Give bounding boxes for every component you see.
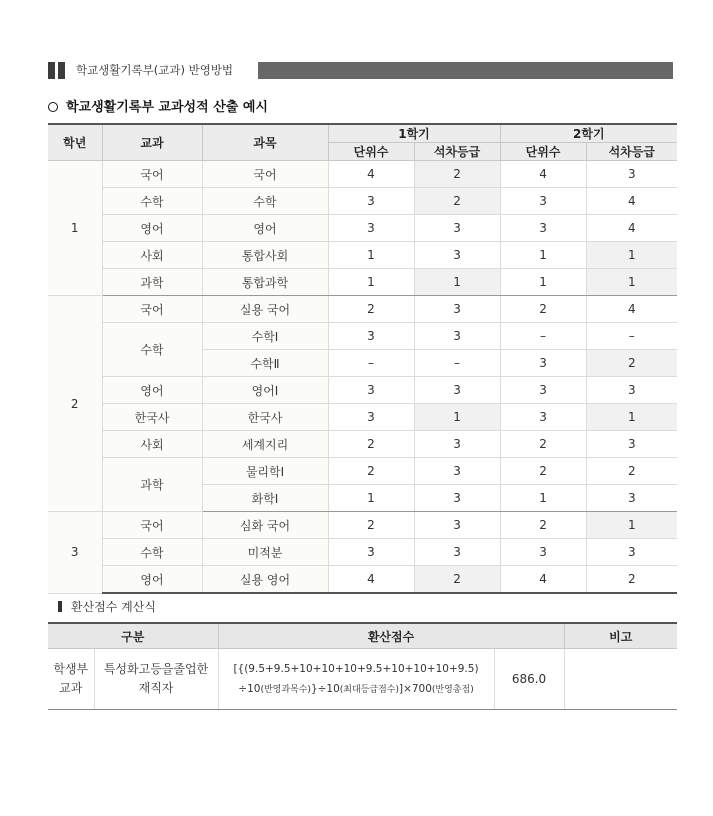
t1-units-cell: 3 xyxy=(328,377,414,404)
t2-units-cell: 3 xyxy=(500,404,586,431)
year-cell: 1 xyxy=(48,161,102,296)
header-term1-grade: 석차등급 xyxy=(414,143,500,161)
subject-cell: 영어 xyxy=(102,215,202,242)
subject-cell: 국어 xyxy=(102,296,202,323)
t2-grade-cell: 2 xyxy=(586,350,677,377)
t1-grade-cell: – xyxy=(414,350,500,377)
t1-units-cell: 3 xyxy=(328,188,414,215)
table-row xyxy=(48,323,677,350)
course-cell: 실용 영어 xyxy=(202,566,328,594)
section-title: 학교생활기록부(교과) 반영방법 xyxy=(76,63,234,77)
t2-units-cell: 1 xyxy=(500,242,586,269)
table-row xyxy=(48,458,677,485)
t1-grade-cell: 3 xyxy=(414,242,500,269)
header-term2-grade: 석차등급 xyxy=(586,143,677,161)
table-row xyxy=(48,377,677,404)
calc-type-line2: 교과 xyxy=(59,681,83,695)
table-row xyxy=(48,215,677,242)
table-subtitle xyxy=(48,99,268,117)
t1-grade-cell: 2 xyxy=(414,161,500,188)
circle-bullet-icon xyxy=(48,102,58,112)
table-row xyxy=(48,188,677,215)
t2-grade-cell: 1 xyxy=(586,512,677,539)
t1-units-cell: 2 xyxy=(328,458,414,485)
subtitle-text: 학교생활기록부 교과성적 산출 예시 xyxy=(66,100,268,115)
t1-units-cell: 4 xyxy=(328,161,414,188)
t1-grade-cell: 2 xyxy=(414,188,500,215)
table-row xyxy=(48,512,677,539)
course-cell: 수학 xyxy=(202,188,328,215)
t1-grade-cell: 1 xyxy=(414,404,500,431)
formula-part: }÷10 xyxy=(310,682,340,695)
table-row xyxy=(48,404,677,431)
t2-units-cell: 1 xyxy=(500,485,586,512)
section-header-bar xyxy=(48,62,673,79)
t1-grade-cell: 1 xyxy=(414,269,500,296)
course-cell: 수학Ⅱ xyxy=(202,350,328,377)
header-term2: 2학기 xyxy=(500,124,677,143)
t2-grade-cell: 2 xyxy=(586,458,677,485)
header-course: 과목 xyxy=(202,124,328,161)
calc-applicant-line1: 특성화고등을졸업한 xyxy=(103,662,209,676)
subject-cell: 수학 xyxy=(102,323,202,377)
subject-cell: 과학 xyxy=(102,269,202,296)
subject-cell: 국어 xyxy=(102,161,202,188)
calc-formula-cell xyxy=(218,649,494,710)
t1-units-cell: 1 xyxy=(328,242,414,269)
grade-table xyxy=(48,123,677,594)
t1-units-cell: – xyxy=(328,350,414,377)
t1-units-cell: 1 xyxy=(328,485,414,512)
t1-grade-cell: 3 xyxy=(414,539,500,566)
t2-grade-cell: 1 xyxy=(586,404,677,431)
t1-units-cell: 3 xyxy=(328,215,414,242)
subject-cell: 수학 xyxy=(102,539,202,566)
t1-units-cell: 3 xyxy=(328,404,414,431)
table-row xyxy=(48,296,677,323)
subject-cell: 수학 xyxy=(102,188,202,215)
t1-grade-cell: 3 xyxy=(414,215,500,242)
calc-type-line1: 학생부 xyxy=(53,662,89,676)
header-subject: 교과 xyxy=(102,124,202,161)
t2-grade-cell: 3 xyxy=(586,377,677,404)
subject-cell: 과학 xyxy=(102,458,202,512)
course-cell: 한국사 xyxy=(202,404,328,431)
t2-grade-cell: 3 xyxy=(586,161,677,188)
t2-units-cell: 2 xyxy=(500,512,586,539)
course-cell: 화학Ⅰ xyxy=(202,485,328,512)
subject-cell: 사회 xyxy=(102,242,202,269)
t2-grade-cell: 3 xyxy=(586,431,677,458)
calc-header-score: 환산점수 xyxy=(218,623,564,649)
t1-units-cell: 2 xyxy=(328,512,414,539)
course-cell: 통합과학 xyxy=(202,269,328,296)
course-cell: 세계지리 xyxy=(202,431,328,458)
t1-units-cell: 3 xyxy=(328,539,414,566)
course-cell: 영어Ⅰ xyxy=(202,377,328,404)
calc-score-cell: 686.0 xyxy=(494,649,564,710)
t2-grade-cell: 3 xyxy=(586,485,677,512)
course-cell: 통합사회 xyxy=(202,242,328,269)
formula-part: ]×700 xyxy=(398,682,432,695)
t2-grade-cell: 4 xyxy=(586,188,677,215)
header-term2-units: 단위수 xyxy=(500,143,586,161)
t1-grade-cell: 3 xyxy=(414,296,500,323)
header-block-icon xyxy=(48,62,55,79)
t2-grade-cell: 4 xyxy=(586,296,677,323)
course-cell: 수학Ⅰ xyxy=(202,323,328,350)
course-cell: 국어 xyxy=(202,161,328,188)
formula-part: ÷10 xyxy=(238,682,261,695)
t2-grade-cell: 1 xyxy=(586,242,677,269)
t1-units-cell: 3 xyxy=(328,323,414,350)
calc-applicant-cell xyxy=(94,649,218,710)
calc-note-cell xyxy=(564,649,677,710)
t2-units-cell: 2 xyxy=(500,458,586,485)
t1-grade-cell: 3 xyxy=(414,377,500,404)
formula-line1: [{(9.5+9.5+10+10+10+9.5+10+10+10+9.5) xyxy=(233,662,479,675)
calc-table xyxy=(48,622,677,710)
t1-grade-cell: 3 xyxy=(414,323,500,350)
t2-units-cell: – xyxy=(500,323,586,350)
t2-units-cell: 3 xyxy=(500,377,586,404)
header-block-icon xyxy=(58,62,65,79)
year-cell: 3 xyxy=(48,512,102,594)
t1-grade-cell: 3 xyxy=(414,458,500,485)
subject-cell: 영어 xyxy=(102,566,202,594)
t2-units-cell: 3 xyxy=(500,188,586,215)
table-row xyxy=(48,649,677,710)
course-cell: 물리학Ⅰ xyxy=(202,458,328,485)
header-year: 학년 xyxy=(48,124,102,161)
t2-units-cell: 2 xyxy=(500,431,586,458)
subject-cell: 국어 xyxy=(102,512,202,539)
t1-units-cell: 4 xyxy=(328,566,414,594)
t2-grade-cell: 1 xyxy=(586,269,677,296)
t1-units-cell: 2 xyxy=(328,431,414,458)
square-bullet-icon xyxy=(58,601,62,612)
t2-grade-cell: 2 xyxy=(586,566,677,594)
table-row xyxy=(48,539,677,566)
header-term1-units: 단위수 xyxy=(328,143,414,161)
t2-units-cell: 2 xyxy=(500,296,586,323)
formula-part: (최대등급점수) xyxy=(339,684,399,695)
t2-units-cell: 1 xyxy=(500,269,586,296)
t2-units-cell: 3 xyxy=(500,215,586,242)
t1-grade-cell: 3 xyxy=(414,512,500,539)
calc-header-note: 비고 xyxy=(564,623,677,649)
subject-cell: 한국사 xyxy=(102,404,202,431)
course-cell: 실용 국어 xyxy=(202,296,328,323)
calc-title-text: 환산점수 계산식 xyxy=(71,600,156,614)
subject-cell: 영어 xyxy=(102,377,202,404)
t2-units-cell: 4 xyxy=(500,161,586,188)
table-row xyxy=(48,269,677,296)
calc-type-cell xyxy=(48,649,94,710)
t1-grade-cell: 3 xyxy=(414,485,500,512)
table-row xyxy=(48,566,677,594)
t2-units-cell: 4 xyxy=(500,566,586,594)
calc-applicant-line2: 재직자 xyxy=(138,681,174,695)
t2-grade-cell: 4 xyxy=(586,215,677,242)
t1-grade-cell: 3 xyxy=(414,431,500,458)
t1-units-cell: 1 xyxy=(328,269,414,296)
t1-grade-cell: 2 xyxy=(414,566,500,594)
year-cell: 2 xyxy=(48,296,102,512)
table-row xyxy=(48,242,677,269)
table-row xyxy=(48,431,677,458)
course-cell: 미적분 xyxy=(202,539,328,566)
t2-units-cell: 3 xyxy=(500,539,586,566)
formula-part: (반영과목수) xyxy=(260,684,311,695)
calc-header-category: 구분 xyxy=(48,623,218,649)
t2-grade-cell: 3 xyxy=(586,539,677,566)
formula-part: (반영총점) xyxy=(431,684,474,695)
calc-section-title xyxy=(58,598,156,616)
course-cell: 심화 국어 xyxy=(202,512,328,539)
header-divider-bar xyxy=(258,62,673,79)
formula-line2 xyxy=(238,683,473,695)
subject-cell: 사회 xyxy=(102,431,202,458)
t1-units-cell: 2 xyxy=(328,296,414,323)
t2-grade-cell: – xyxy=(586,323,677,350)
t2-units-cell: 3 xyxy=(500,350,586,377)
course-cell: 영어 xyxy=(202,215,328,242)
table-row xyxy=(48,161,677,188)
header-term1: 1학기 xyxy=(328,124,500,143)
